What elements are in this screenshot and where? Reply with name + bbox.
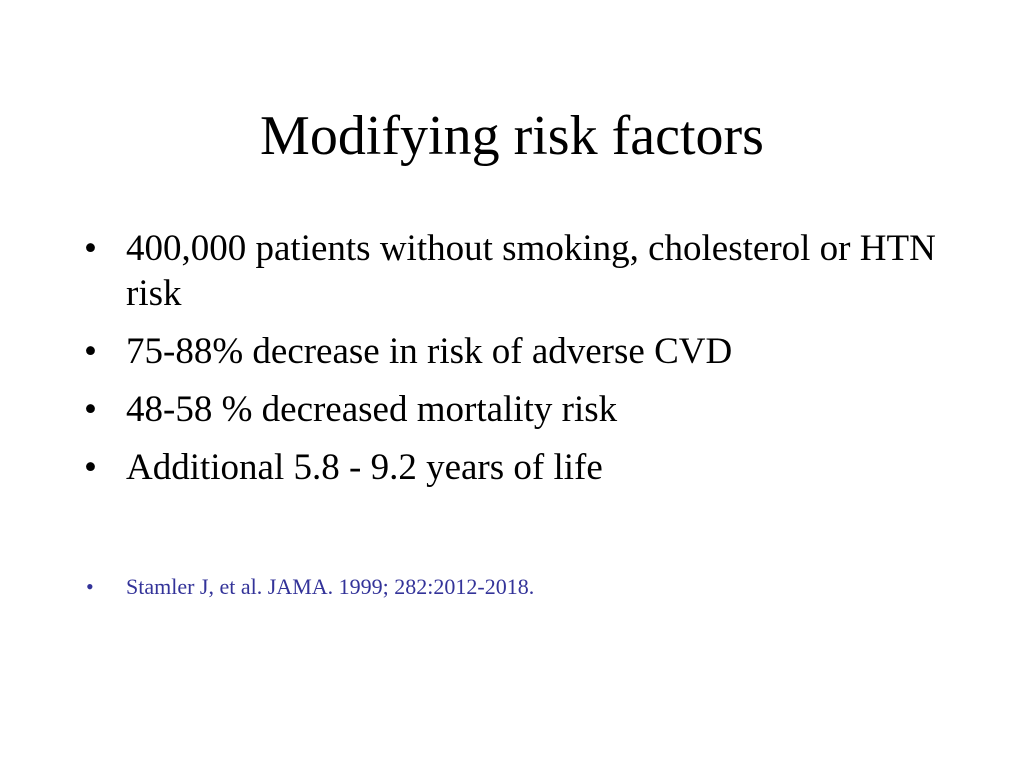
list-item — [82, 387, 962, 432]
bullet-text: 400,000 patients without smoking, cholesterol or HTN risk — [126, 228, 936, 314]
slide-title: Modifying risk factors — [260, 105, 764, 167]
bullet-icon: • — [84, 389, 97, 430]
citation-text: Stamler J, et al. JAMA. 1999; 282:2012-2018. — [126, 574, 535, 599]
citation-list — [86, 572, 966, 602]
bullet-text: Additional 5.8 - 9.2 years of life — [126, 447, 603, 488]
bullet-icon: • — [84, 447, 97, 488]
citation-item — [86, 572, 966, 602]
bullet-icon: • — [86, 574, 94, 599]
list-item — [82, 445, 962, 490]
list-item — [82, 226, 962, 316]
list-item — [82, 329, 962, 374]
bullet-text: 48-58 % decreased mortality risk — [126, 389, 618, 430]
bullet-list — [82, 226, 962, 503]
bullet-icon: • — [84, 331, 97, 372]
bullet-icon: • — [84, 228, 97, 269]
bullet-text: 75-88% decrease in risk of adverse CVD — [126, 331, 733, 372]
